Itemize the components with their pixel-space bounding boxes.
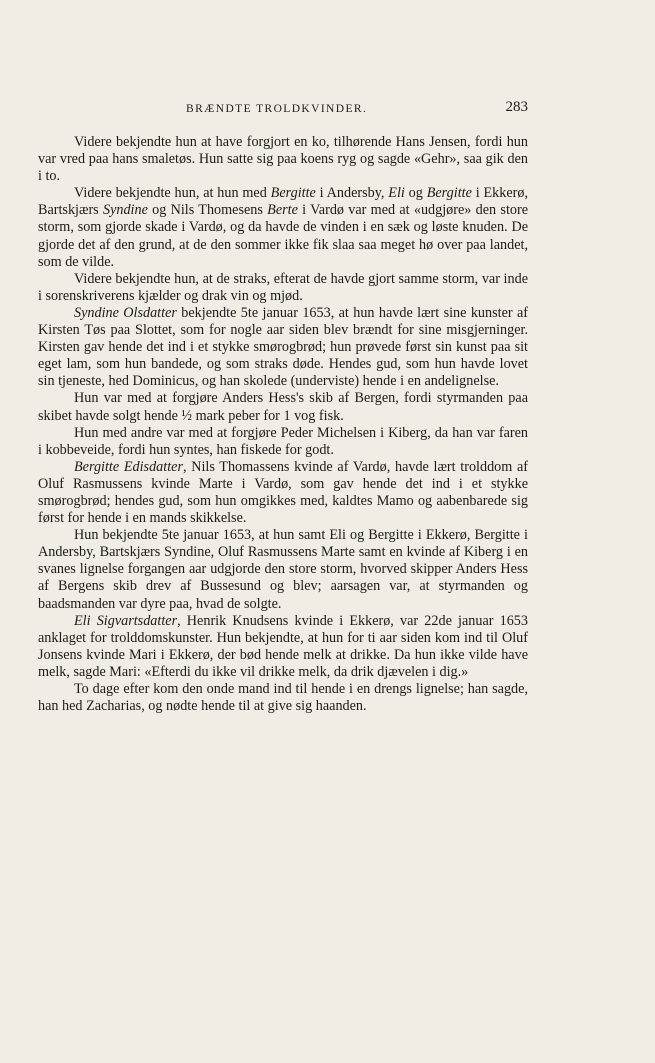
italic-name: Bergitte Edisdatter (74, 458, 183, 475)
paragraph (38, 271, 528, 305)
paragraph (38, 390, 528, 424)
text-run: og (404, 185, 427, 202)
italic-name: Bergitte (270, 185, 316, 202)
paragraph (38, 459, 528, 527)
paragraph (38, 613, 528, 681)
paragraph (38, 527, 528, 612)
text-run: , Henrik Knudsens kvinde i Ekkerø, var 22de januar 1653 anklaget for trolddomskunster. Hun bekjendte, at hun for ti aar siden kom ind til Oluf Jonsens kvinde Mari i Ekkerø, der bød hende melk at drikke. Da hun ikke vilde have melk, sagde Mari: «Efterdi du ikke vil drikke melk, da drik djævelen i dig.» (38, 612, 528, 680)
text-run: i Vardø var med at «udgjøre» den store storm, som gjorde skade i Vardø, og da havde de vinden i en sæk og løste knuden. De gjorde det af den grund, at de den sommer ikke fik slaa saa meget hø over paa landet, som de vilde. (38, 202, 528, 270)
paragraph (38, 305, 528, 390)
text-run: Videre bekjendte hun at have forgjort en ko, tilhørende Hans Jensen, fordi hun var vred paa hans smaletøs. Hun satte sig paa koens ryg og sagde «Gehr», saa gik den i to. (38, 134, 528, 185)
text-run: Videre bekjendte hun, at hun med (74, 185, 271, 202)
body-text (38, 134, 528, 715)
italic-name: Eli Sigvartsdatter (74, 612, 178, 629)
page-header (38, 99, 528, 119)
text-run: To dage efter kom den onde mand ind til hende i en drengs lignelse; han sagde, han hed Zacharias, og nødte hende til at give sig haanden. (38, 681, 528, 715)
text-run: i Andersby, (315, 185, 389, 202)
italic-name: Berte (267, 202, 298, 219)
italic-name: Syndine (102, 202, 148, 219)
italic-name: Bergitte (426, 185, 472, 202)
running-title: BRÆNDTE TROLDKVINDER. (186, 103, 368, 115)
text-run: Videre bekjendte hun, at de straks, efterat de havde gjort samme storm, var inde i sorenskriverens kjælder og drak vin og mjød. (38, 270, 528, 304)
paragraph (38, 185, 528, 270)
paragraph (38, 681, 528, 715)
italic-name: Eli (388, 185, 405, 202)
text-run: i Ekkerø, Bartskjærs (38, 185, 529, 219)
text-run: Hun var med at forgjøre Anders Hess's skib af Bergen, fordi styrmanden paa skibet havde solgt hende ½ mark peber for 1 vog fisk. (38, 390, 528, 424)
italic-name: Syndine Olsdatter (74, 304, 177, 321)
book-page (38, 0, 528, 1063)
page-number: 283 (505, 99, 528, 115)
paragraph (38, 425, 528, 459)
text-run: Hun bekjendte 5te januar 1653, at hun samt Eli og Bergitte i Ekkerø, Bergitte i Andersby, Bartskjærs Syndine, Oluf Rasmussens Marte samt en kvinde af Kiberg i en svanes lignelse forgangen aar udgjorde den store storm, hvorved skipper Anders Hess af Bergens skib drev af Bussesund og blev; aarsagen var, at styrmanden og baadsmanden var dyre paa, hvad de solgte. (38, 527, 528, 612)
text-run: Hun med andre var med at forgjøre Peder Michelsen i Kiberg, da han var faren i kobbeveide, fordi hun syntes, han fiskede for godt. (38, 424, 528, 458)
text-run: , Nils Thomassens kvinde af Vardø, havde lært trolddom af Oluf Rasmussens kvinde Marte i Vardø, som gav hende det ind i et stykke smørogbrød; hendes gud, som hun omgikkes med, kaldtes Mamo og aabenbarede sig først for hende i en mands skikkelse. (38, 458, 529, 527)
text-run: og Nils Thomesens (147, 202, 268, 219)
text-run: bekjendte 5te januar 1653, at hun havde lært sine kunster af Kirsten Tøs paa Slottet, som for nogle aar siden blev brændt for sine misgjerninger. Kirsten gav hende det ind i et stykke smørogbrød; hun prøvede først sin kunst paa sit eget lam, som hun bandede, og som straks døde. Hendes gud, som hun havde lovet sin tjeneste, hed Dominicus, og han skolede (underviste) hende i en andelignelse. (38, 304, 528, 390)
paragraph (38, 134, 528, 185)
